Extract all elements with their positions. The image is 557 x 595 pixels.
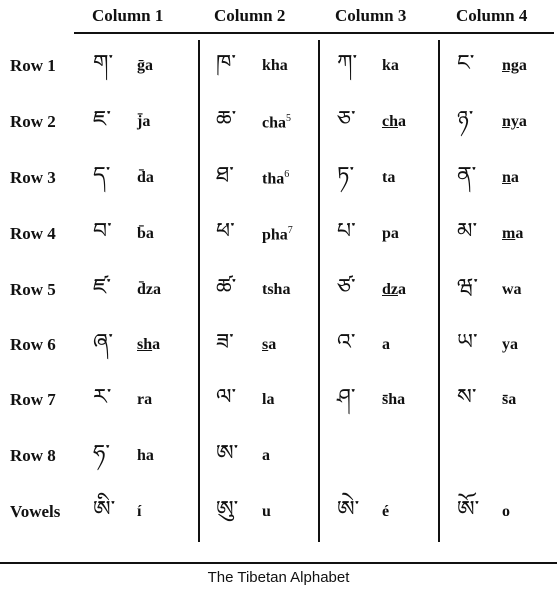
tibetan-letter: ལ་: [216, 385, 237, 410]
transliteration: cha: [382, 113, 406, 130]
transliteration: ra: [137, 391, 153, 408]
tibetan-letter: ཕ་: [216, 219, 235, 244]
transliteration: a: [262, 447, 270, 464]
tibetan-letter: ཅ་: [337, 107, 356, 132]
tibetan-letter: ས་: [457, 385, 477, 410]
transliteration: ya: [502, 336, 518, 353]
transliteration: dza: [382, 281, 406, 298]
transliteration: ta: [382, 169, 396, 186]
transliteration: ha: [137, 447, 154, 464]
transliteration: u: [262, 503, 271, 520]
tibetan-letter: ཨི་: [93, 497, 116, 522]
transliteration: nga: [502, 57, 527, 74]
caption: The Tibetan Alphabet: [207, 569, 350, 586]
tibetan-letter: མ་: [457, 219, 478, 244]
tibetan-letter: ག་: [93, 51, 114, 76]
transliteration: d̄a: [137, 169, 154, 186]
column-divider: [198, 40, 200, 542]
tibetan-letter: ང་: [457, 51, 475, 76]
tibetan-letter: ཛ་: [93, 275, 112, 300]
transliteration: la: [262, 391, 275, 408]
tibetan-letter: ཉ་: [457, 107, 474, 132]
header-rule: [74, 32, 554, 34]
transliteration: s̄ha: [382, 391, 406, 408]
row-label: Row 5: [10, 280, 56, 299]
transliteration: kha: [262, 57, 288, 74]
transliteration: tsha: [262, 281, 291, 298]
transliteration: na: [502, 169, 519, 186]
transliteration: í: [137, 503, 142, 520]
caption-rule: [0, 562, 557, 564]
tibetan-letter: ཞ་: [93, 330, 114, 355]
row-label: Row 4: [10, 224, 56, 243]
column-header-2: Column 2: [214, 6, 286, 25]
transliteration: ma: [502, 225, 524, 242]
tibetan-letter: ཐ་: [216, 163, 234, 188]
transliteration: ḡa: [137, 57, 153, 74]
transliteration: j̄a: [137, 113, 151, 130]
tibetan-letter: ཧ་: [93, 441, 110, 466]
tibetan-letter: ཚ་: [216, 275, 237, 300]
tibetan-letter: ཆ་: [216, 107, 237, 132]
transliteration: ka: [382, 57, 399, 74]
transliteration: o: [502, 503, 510, 520]
transliteration: sa: [262, 336, 277, 353]
column-divider: [318, 40, 320, 542]
tibetan-letter: ཟ་: [216, 330, 234, 355]
tibetan-letter: ཁ་: [216, 51, 237, 76]
transliteration: é: [382, 503, 390, 520]
tibetan-letter: བ་: [93, 219, 112, 244]
row-label: Row 1: [10, 56, 56, 75]
tibetan-letter: ན་: [457, 163, 477, 188]
transliteration: a: [382, 336, 390, 353]
transliteration: s̄a: [502, 391, 517, 408]
row-label: Row 2: [10, 112, 56, 131]
transliteration: pha$^7$: [262, 225, 293, 244]
row-label: Row 7: [10, 390, 56, 409]
row-label: Vowels: [10, 502, 61, 521]
transliteration: tha$^6$: [262, 169, 290, 188]
transliteration: wa: [502, 281, 522, 298]
tibetan-letter: འ་: [337, 330, 356, 355]
row-label: Row 6: [10, 335, 56, 354]
transliteration: pa: [382, 225, 399, 242]
tibetan-letter: ཇ་: [93, 107, 112, 132]
transliteration: sha: [137, 336, 161, 353]
tibetan-letter: ཏ་: [337, 163, 355, 188]
tibetan-letter: ཙ་: [337, 275, 356, 300]
tibetan-letter: ཀ་: [337, 51, 358, 76]
tibetan-letter: ཨ་: [216, 441, 239, 466]
tibetan-letter: ཡ་: [457, 330, 478, 355]
tibetan-letter: ཤ་: [337, 385, 356, 410]
transliteration: d̄za: [137, 281, 161, 298]
row-label: Row 8: [10, 446, 56, 465]
tibetan-letter: ཨེ་: [337, 497, 360, 522]
tibetan-letter: ཨུ་: [216, 497, 239, 522]
row-label: Row 3: [10, 168, 56, 187]
tibetan-letter: པ་: [337, 219, 356, 244]
transliteration: b̄a: [137, 225, 154, 242]
column-header-1: Column 1: [92, 6, 164, 25]
tibetan-letter: ཨོ་: [457, 497, 480, 522]
transliteration: nya: [502, 113, 527, 130]
tibetan-letter: ཝ་: [457, 275, 479, 300]
transliteration: cha$^5$: [262, 113, 291, 132]
column-divider: [438, 40, 440, 542]
column-header-4: Column 4: [456, 6, 528, 25]
tibetan-letter: ད་: [93, 163, 111, 188]
column-header-3: Column 3: [335, 6, 407, 25]
tibetan-letter: ར་: [93, 385, 112, 410]
